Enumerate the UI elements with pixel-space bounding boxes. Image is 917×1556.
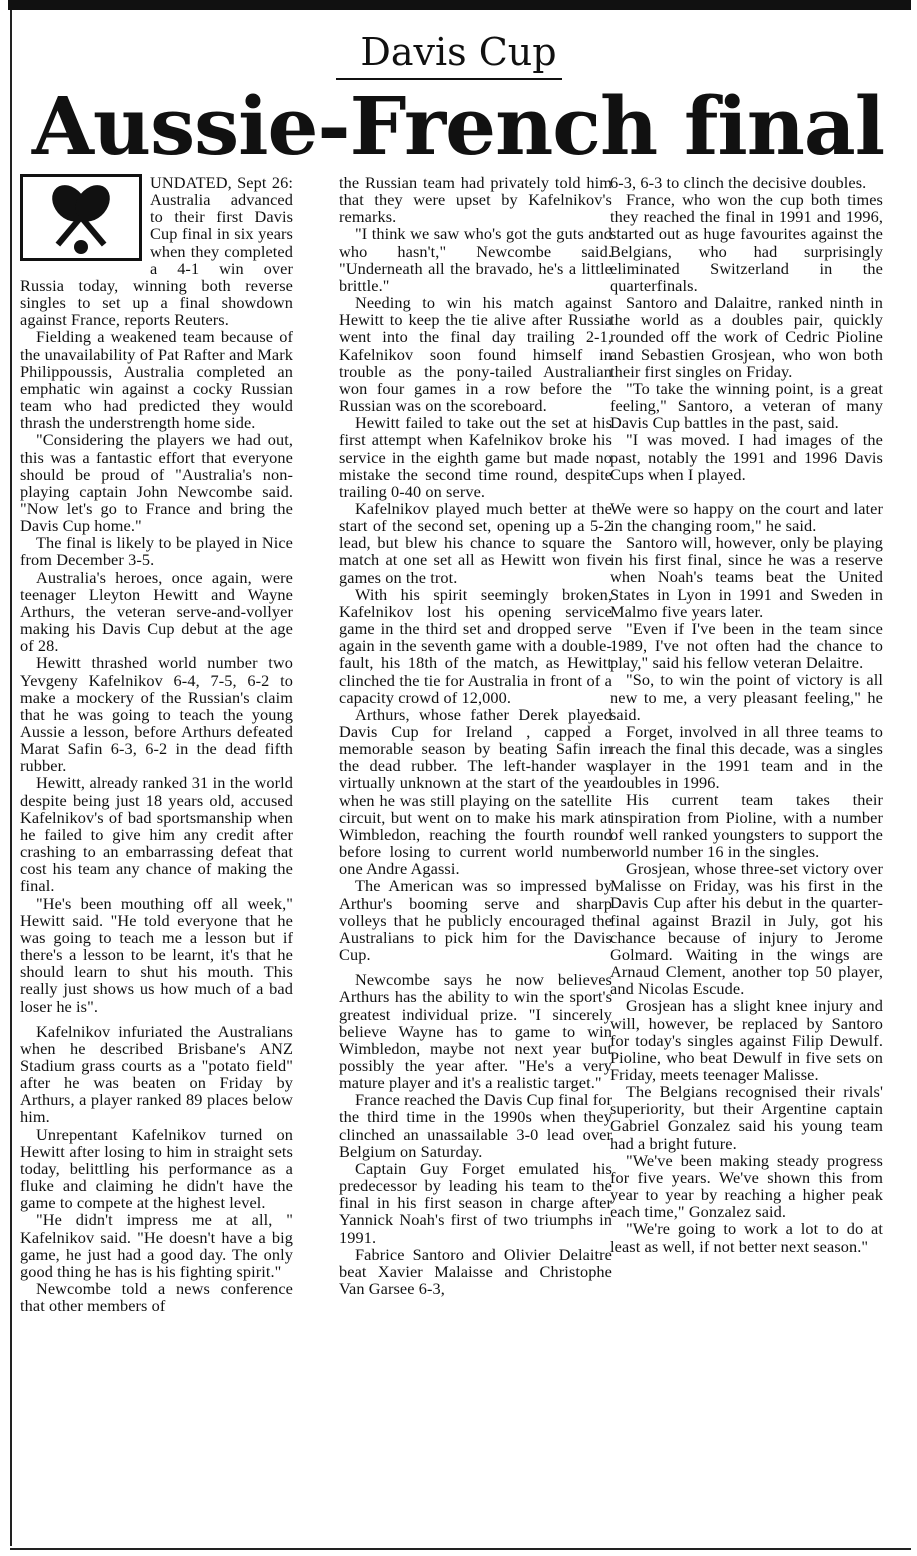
paragraph: Fielding a weakened team because of the unavailability of Pat Rafter and Mark Philippoussis, Australia completed an emphatic win against a cocky Russian team who had predicted they would thrash the understrength home side. bbox=[20, 327, 293, 433]
paragraph: "He's been mouthing off all week," Hewitt said. "He told everyone that he was going to teach me a lesson but if there's a lesson to be learnt, it's that he should learn to shut his mouth. This really just shows us how much of a bad loser he is". bbox=[20, 893, 293, 1016]
bottom-border-rule bbox=[10, 1548, 911, 1550]
top-border-rule bbox=[8, 0, 911, 10]
paragraph: "He didn't impress me at all, " Kafelnikov said. "He doesn't have a big game, he just had a good day. The only good thing he has is his fighting spirit." bbox=[20, 1210, 293, 1281]
paragraph: The final is likely to be played in Nice from December 3-5. bbox=[20, 533, 293, 570]
paragraph: Forget, involved in all three teams to reach the final this decade, was a singles player in the 1991 team and in the doubles in 1996. bbox=[610, 721, 883, 793]
paragraph: France, who won the cup both times they reached the final in 1991 and 1996, started out as huge favourites against the Belgians, who had surprisingly eliminated Switzerland in the quarterfinals. bbox=[610, 190, 883, 295]
paragraph: Arthurs, whose father Derek played Davis Cup for Ireland , capped a memorable season by beating Safin in the dead rubber. The left-hander was virtually unknown at the start of the year when he was still playing on the satellite circuit, but went on to make his mark at Wimbledon, reaching the fourth round before losing to current world number one Andre Agassi. bbox=[339, 704, 612, 879]
article-column-3 bbox=[610, 174, 883, 1255]
left-border-rule bbox=[10, 10, 12, 1546]
paragraph: "I think we saw who's got the guts and who hasn't," Newcombe said. "Underneath all the bravado, he's a little brittle." bbox=[339, 224, 612, 295]
paragraph: Australia's heroes, once again, were teenager Lleyton Hewitt and Wayne Arthurs, the veteran serve-and-vollyer making his Davis Cup debut at the age of 28. bbox=[20, 567, 293, 656]
paragraph: Captain Guy Forget emulated his predecessor by leading his team to the final in his first season in charge after Yannick Noah's first of two triumphs in 1991. bbox=[339, 1158, 612, 1247]
paragraph: Hewitt thrashed world number two Yevgeny Kafelnikov 6-4, 7-5, 6-2 to make a mockery of the Russian's claim that he was going to teach the young Aussie a lesson, before Arthurs defeated Marat Safin 6-3, 6-2 in the dead fifth rubber. bbox=[20, 653, 293, 776]
paragraph: "So, to win the point of victory is all new to me, a very pleasant feeling," he said. bbox=[610, 670, 883, 724]
paragraph: 6-3, 6-3 to clinch the decisive doubles. bbox=[610, 173, 867, 192]
paragraph: Kafelnikov played much better at the start of the second set, opening up a 5-2 lead, but blew his chance to square the match at one set all as Hewitt won five games on the trot. bbox=[339, 498, 612, 587]
crossed-tennis-rackets-icon bbox=[20, 174, 142, 261]
paragraph: Needing to win his match against Hewitt to keep the tie alive after Russia went into the final day trailing 2-1, Kafelnikov soon found himself in trouble as the pony-tailed Australian won four games in a row before the Russian was on the scoreboard. bbox=[339, 293, 612, 416]
paragraph: Newcombe says he now believes Arthurs has the ability to win the sport's greatest individual prize. "I sincerely believe Wayne has to game to win Wimbledon, maybe not next year but possibly the year after. "He's a very mature player and it's a realistic target." bbox=[339, 970, 612, 1093]
paragraph: Fabrice Santoro and Olivier Delaitre beat Xavier Malaisse and Christophe Van Garsee 6-3, bbox=[339, 1244, 612, 1298]
headline: Aussie-French final bbox=[31, 79, 885, 173]
paragraph: With his spirit seemingly broken, Kafelnikov lost his opening service game in the third set and dropped serve again in the seventh game with a double-fault, his 18th of the match, as Hewitt clinched the tie for Australia in front of a capacity crowd of 12,000. bbox=[339, 584, 612, 707]
paragraph: "To take the winning point, is a great feeling," Santoro, a veteran of many Davis Cup battles in the past, said. bbox=[610, 378, 883, 433]
paragraph: "Even if I've been in the team since 1989, I've not often had the chance to play," said his fellow veteran Delaitre. bbox=[610, 618, 883, 673]
article-column-2 bbox=[339, 174, 612, 1297]
paragraph: Hewitt, already ranked 31 in the world despite being just 18 years old, accused Kafelnikov's of bad sportsmanship when he failed to give him any credit after crashing to an embarrassing defeat that cost his team any chance of making the final. bbox=[20, 773, 293, 896]
paragraph: Hewitt failed to take out the set at his first attempt when Kafelnikov broke his service in the eighth game but made no mistake the second time round, despite trailing 0-40 on serve. bbox=[339, 413, 612, 501]
paragraph: The Belgians recognised their rivals' superiority, but their Argentine captain Gabriel Gonzalez said his young team had a bright future. bbox=[610, 1082, 883, 1153]
paragraph: Kafelnikov infuriated the Australians when he described Brisbane's ANZ Stadium grass courts as a "potato field" after he was beaten on Friday by Arthurs, a player ranked 89 places below him. bbox=[20, 1021, 293, 1127]
paragraph: "We're going to work a lot to do at least as well, if not better next season." bbox=[610, 1219, 883, 1256]
paragraph: His current team takes their inspiration from Pioline, with a number of well ranked youngsters to support the world number 16 in the singles. bbox=[610, 790, 883, 861]
paragraph: Santoro and Dalaitre, ranked ninth in the world as a doubles pair, quickly rounded off the work of Cedric Pioline and Sebastien Grosjean, who won both their first singles on Friday. bbox=[610, 293, 883, 381]
section-kicker: Davis Cup bbox=[360, 30, 557, 74]
paragraph: Grosjean has a slight knee injury and will, however, be replaced by Santoro for today's singles against Filip Dewulf. Pioline, who beat Dewulf in five sets on Friday, meets teenager Malisse. bbox=[610, 996, 883, 1084]
paragraph: France reached the Davis Cup final for the third time in the 1990s when they clinched an unassailable 3-0 lead over Belgium on Saturday. bbox=[339, 1090, 612, 1161]
paragraph: Grosjean, whose three-set victory over Malisse on Friday, was his first in the Davis Cup after his debut in the quarter-final against Brazil in July, got his chance because of injury to Jerome Golmard. Waiting in the wings are Arnaud Clement, another top 50 player, and Nicolas Escude. bbox=[610, 859, 883, 999]
paragraph: We were so happy on the court and later in the changing room," he said. bbox=[610, 498, 883, 535]
paragraph: "Considering the players we had out, this was a fantastic effort that everyone should be proud of "Australia's non-playing captain John Newcombe said. "Now let's go to France and bring the Davis Cup home." bbox=[20, 430, 293, 536]
paragraph: "I was moved. I had images of the past, notably the 1991 and 1996 Davis Cups when I played. bbox=[610, 430, 883, 484]
paragraph: Unrepentant Kafelnikov turned on Hewitt after losing to him in straight sets today, belittling his performance as a fluke and claiming he didn't have the game to compete at the highest level. bbox=[20, 1124, 293, 1213]
paragraph: "We've been making steady progress for five years. We've shown this from year to year by reaching a higher peak each time," Gonzalez said. bbox=[610, 1150, 883, 1222]
paragraph: UNDATED, Sept 26: Australia advanced to their first Davis Cup final in six years when they completed a 4-1 win over Russia today, winning both reverse singles to set up a final showdown against France, reports Reuters. bbox=[20, 173, 293, 330]
article-column-1 bbox=[20, 174, 293, 1314]
paragraph: Newcombe told a news conference that other members of bbox=[20, 1279, 293, 1316]
paragraph: The American was so impressed by Arthur's booming serve and sharp volleys that he publicly encouraged the Australians to pick him for the Davis Cup. bbox=[339, 876, 612, 965]
paragraph: Santoro will, however, only be playing in his first final, since he was a reserve when Noah's teams beat the United States in Lyon in 1991 and Sweden in Malmo five years later. bbox=[610, 533, 883, 621]
paragraph: the Russian team had privately told him that they were upset by Kafelnikov's remarks. bbox=[339, 173, 612, 227]
